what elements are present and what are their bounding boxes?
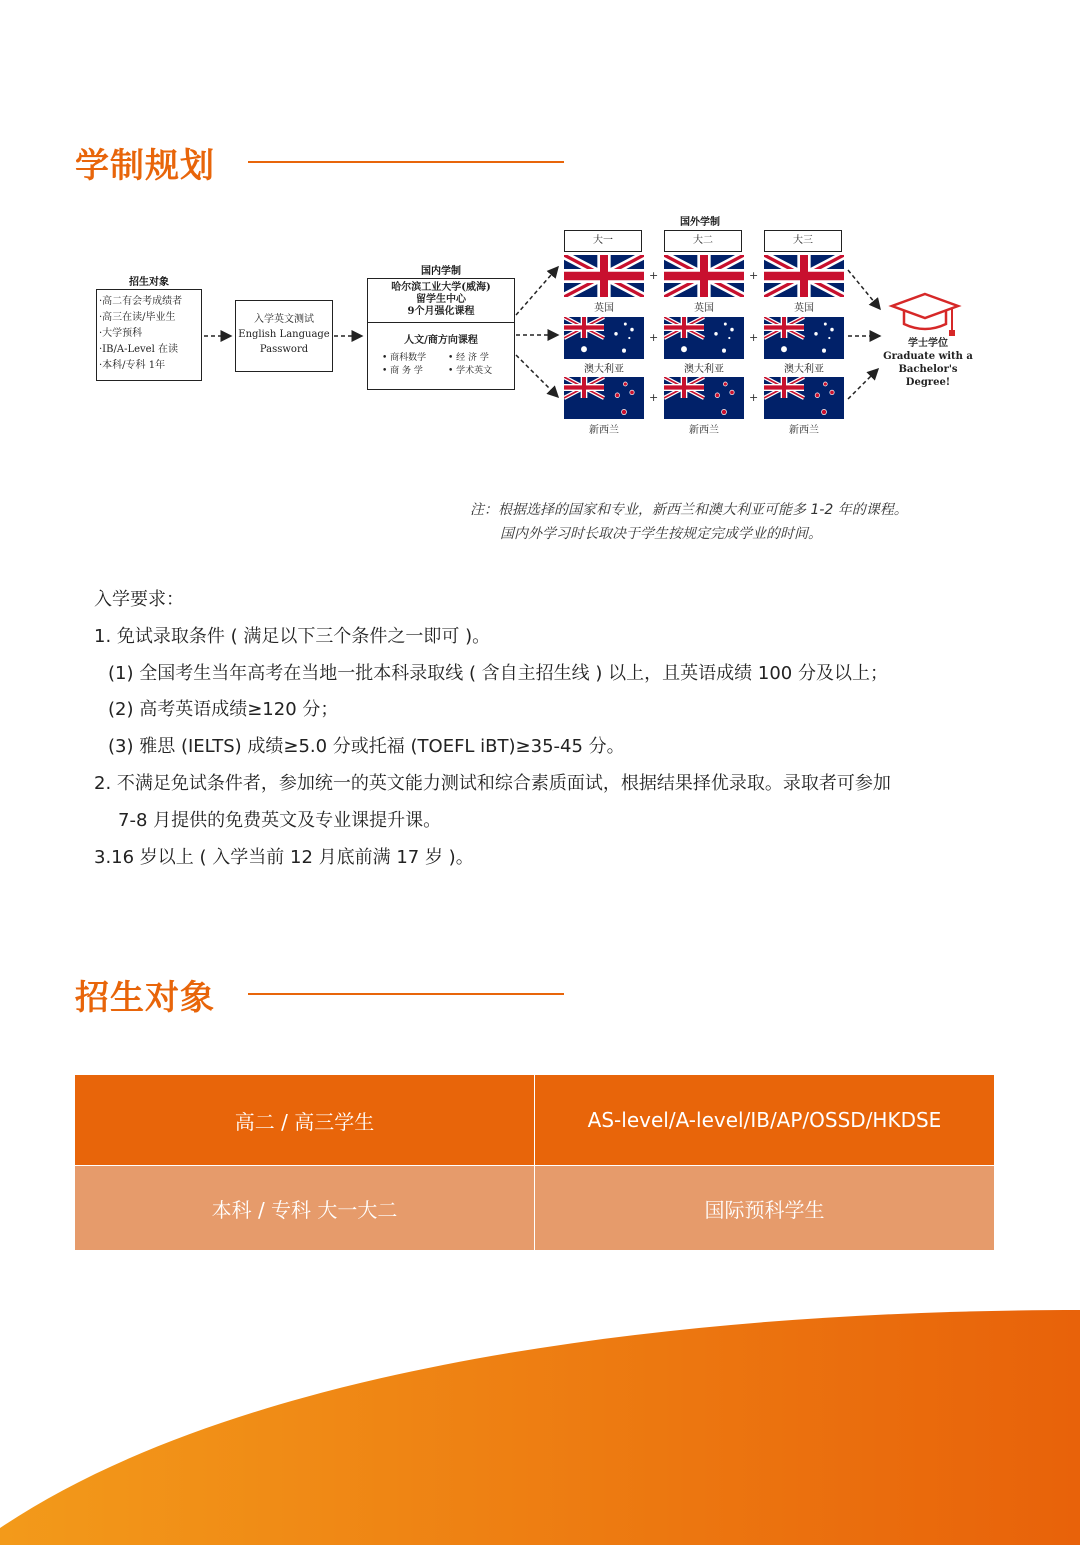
country-label: 新西兰 <box>789 425 819 436</box>
decorative-wave <box>0 1300 1080 1545</box>
diagram-arrows <box>88 205 988 445</box>
overseas-header: 国外学制 <box>680 217 720 228</box>
new-zealand-flag-icon <box>564 377 644 419</box>
course-item: • 学术英文 <box>448 366 493 376</box>
course-item: • 经 济 学 <box>448 353 489 363</box>
requirement-item: 3.16 岁以上 ( 入学当前 12 月底前满 17 岁 )。 <box>94 846 474 868</box>
requirement-item: 2. 不满足免试条件者，参加统一的英文能力测试和综合素质面试，根据结果择优录取。录取者可参加 <box>94 772 891 794</box>
table-row <box>75 1166 994 1251</box>
section-title-targets: 招生对象 <box>75 978 215 1018</box>
targets-table <box>75 1075 994 1250</box>
course-item: • 商 务 学 <box>382 366 423 376</box>
applicant-item: ·高三在读/毕业生 <box>99 312 176 323</box>
table-cell: 国际预科学生 <box>535 1166 995 1251</box>
plus-sign: + <box>649 269 659 282</box>
australia-flag-icon <box>664 317 744 359</box>
australia-flag-icon <box>764 317 844 359</box>
entrance-test-box <box>235 300 333 372</box>
degree-label <box>878 337 978 389</box>
new-zealand-flag-icon <box>764 377 844 419</box>
country-label: 澳大利亚 <box>784 364 824 375</box>
degree-label-en-2: Bachelor's Degree! <box>898 364 958 388</box>
uk-flag-icon <box>564 255 644 297</box>
plus-sign: + <box>749 331 759 344</box>
course-title: 人文/商方向课程 <box>404 335 478 346</box>
year-3-box: 大三 <box>764 230 842 252</box>
plus-sign: + <box>649 391 659 404</box>
applicant-item: ·大学预科 <box>99 328 143 339</box>
graduation-cap-icon <box>888 290 962 340</box>
table-cell: 高二 / 高三学生 <box>75 1075 535 1166</box>
title-divider <box>248 993 564 995</box>
uk-flag-icon <box>664 255 744 297</box>
domestic-line-3: 9个月强化课程 <box>407 306 475 317</box>
applicants-box <box>96 289 202 381</box>
applicant-item: ·本科/专科 1年 <box>99 360 166 371</box>
domestic-line-1: 哈尔滨工业大学(威海) <box>391 282 491 293</box>
applicants-header: 招生对象 <box>129 277 169 288</box>
year-1-box: 大一 <box>564 230 642 252</box>
country-label: 新西兰 <box>689 425 719 436</box>
year-2-box: 大二 <box>664 230 742 252</box>
domestic-header: 国内学制 <box>421 266 461 277</box>
admission-requirements <box>94 582 994 876</box>
requirement-subitem: (2) 高考英语成绩≥120 分； <box>108 699 339 721</box>
country-label: 英国 <box>594 303 614 314</box>
program-diagram <box>88 205 988 445</box>
note-line-2: 国内外学习时长取决于学生按规定完成学业的时间。 <box>500 526 822 542</box>
australia-flag-icon <box>564 317 644 359</box>
new-zealand-flag-icon <box>664 377 744 419</box>
country-label: 澳大利亚 <box>684 364 724 375</box>
test-line-1: 入学英文测试 <box>254 314 314 325</box>
domestic-line-2: 留学生中心 <box>416 294 466 305</box>
plus-sign: + <box>749 269 759 282</box>
applicant-item: ·IB/A-Level 在读 <box>99 344 178 355</box>
requirement-item-cont: 7-8 月提供的免费英文及专业课提升课。 <box>118 809 442 831</box>
table-cell: 本科 / 专科 大一大二 <box>75 1166 535 1251</box>
requirement-subitem: (3) 雅思 (IELTS) 成绩≥5.0 分或托福 (TOEFL iBT)≥35-45 分。 <box>108 736 625 758</box>
degree-label-cn: 学士学位 <box>908 338 948 349</box>
country-label: 英国 <box>694 303 714 314</box>
section-title-plan: 学制规划 <box>75 146 215 186</box>
degree-label-en-1: Graduate with a <box>883 351 973 362</box>
country-label: 英国 <box>794 303 814 314</box>
applicants-list <box>99 294 199 374</box>
requirement-subitem: (1) 全国考生当年高考在当地一批本科录取线 ( 含自主招生线 ) 以上，且英语成绩 100 分及以上； <box>108 662 888 684</box>
title-divider <box>248 161 564 163</box>
table-row <box>75 1075 994 1166</box>
table-cell: AS-level/A-level/IB/AP/OSSD/HKDSE <box>535 1075 995 1166</box>
plus-sign: + <box>649 331 659 344</box>
course-item: • 商科数学 <box>382 353 427 363</box>
note-line-1: 注：根据选择的国家和专业，新西兰和澳大利亚可能多 1-2 年的课程。 <box>470 502 908 518</box>
applicant-item: ·高二有会考成绩者 <box>99 296 183 307</box>
uk-flag-icon <box>764 255 844 297</box>
domestic-box <box>367 278 515 390</box>
test-line-3: Password <box>259 344 309 355</box>
requirements-heading: 入学要求： <box>94 589 184 610</box>
requirement-item: 1. 免试录取条件 ( 满足以下三个条件之一即可 )。 <box>94 625 491 647</box>
country-label: 澳大利亚 <box>584 364 624 375</box>
plus-sign: + <box>749 391 759 404</box>
test-line-2: English Language <box>238 329 330 340</box>
country-label: 新西兰 <box>589 425 619 436</box>
